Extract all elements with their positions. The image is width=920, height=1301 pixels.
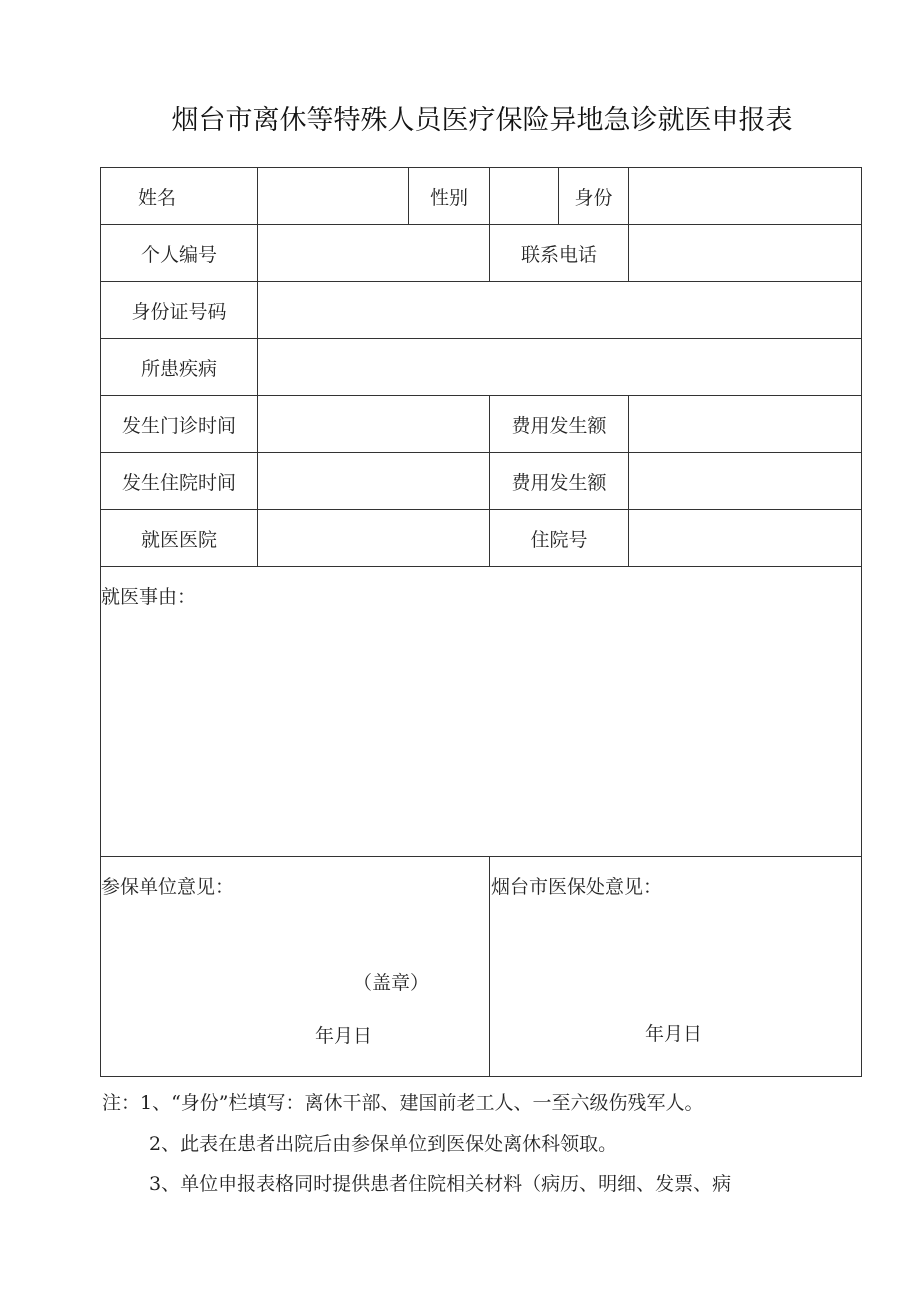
identity-label: 身份 xyxy=(574,186,613,209)
id-number-label: 身份证号码 xyxy=(131,300,227,323)
note-item: 3、单位申报表格同时提供患者住院相关材料（病历、明细、发票、病 xyxy=(149,1173,732,1195)
application-form-table xyxy=(100,167,862,1077)
unit-date-label: 年月日 xyxy=(315,1025,373,1047)
note-item: 注：1、“身份”栏填写：离休干部、建国前老工人、一至六级伤残军人。 xyxy=(102,1092,704,1114)
personal-no-field[interactable] xyxy=(258,225,489,281)
note-item: 2、此表在患者出院后由参保单位到医保处离休科领取。 xyxy=(149,1133,618,1155)
admission-no-field[interactable] xyxy=(629,510,861,566)
column-divider xyxy=(489,856,490,1076)
row-divider xyxy=(101,856,861,857)
phone-label: 联系电话 xyxy=(520,243,597,266)
gender-field[interactable] xyxy=(490,168,558,224)
disease-field[interactable] xyxy=(258,339,861,395)
office-date-label: 年月日 xyxy=(645,1023,703,1045)
inpatient-cost-field[interactable] xyxy=(629,453,861,509)
hospital-field[interactable] xyxy=(258,510,489,566)
unit-opinion-field[interactable] xyxy=(101,898,487,968)
name-label: 姓名 xyxy=(137,186,176,209)
unit-opinion-label: 参保单位意见： xyxy=(101,876,235,898)
name-field[interactable] xyxy=(258,168,408,224)
inpatient-time-field[interactable] xyxy=(258,453,489,509)
outpatient-cost-label: 费用发生额 xyxy=(511,414,607,437)
inpatient-cost-label: 费用发生额 xyxy=(511,471,607,494)
personal-no-label: 个人编号 xyxy=(140,243,217,266)
outpatient-time-label: 发生门诊时间 xyxy=(121,414,236,437)
disease-label: 所患疾病 xyxy=(140,357,217,380)
outpatient-cost-field[interactable] xyxy=(629,396,861,452)
inpatient-time-label: 发生住院时间 xyxy=(121,471,236,494)
id-number-field[interactable] xyxy=(258,282,861,338)
row-divider xyxy=(101,566,861,567)
admission-no-label: 住院号 xyxy=(530,528,588,551)
seal-label: （盖章） xyxy=(353,972,430,994)
reason-label: 就医事由： xyxy=(101,586,197,608)
hospital-label: 就医医院 xyxy=(140,528,217,551)
office-opinion-field[interactable] xyxy=(491,898,859,1008)
reason-field[interactable] xyxy=(101,608,861,854)
gender-label: 性别 xyxy=(429,186,468,209)
form-title: 烟台市离休等特殊人员医疗保险异地急诊就医申报表 xyxy=(171,105,793,136)
identity-field[interactable] xyxy=(629,168,861,224)
office-opinion-label: 烟台市医保处意见： xyxy=(491,876,663,898)
outpatient-time-field[interactable] xyxy=(258,396,489,452)
phone-field[interactable] xyxy=(629,225,861,281)
